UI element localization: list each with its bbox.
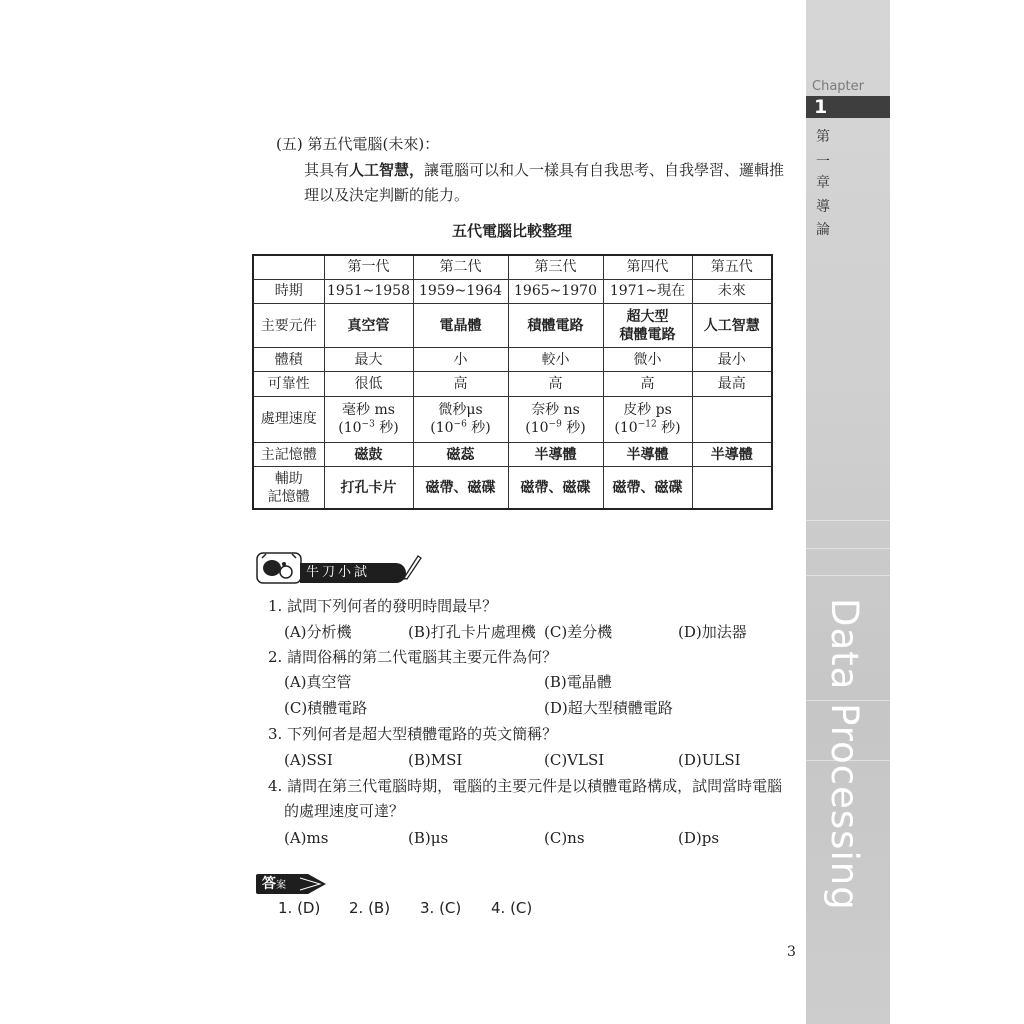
- table-header-row: [253, 255, 772, 279]
- table-header-cell: 第四代: [603, 255, 692, 279]
- row-label: 體積: [253, 348, 324, 372]
- option: (D)ULSI: [678, 751, 741, 769]
- table-header-cell: 第三代: [508, 255, 603, 279]
- table-cell: 微秒μs ($10^{-6}$ 秒): [413, 396, 508, 442]
- option: (A)SSI: [284, 751, 333, 769]
- answer-item: 4. (C): [491, 899, 533, 917]
- answer-label: 答案: [262, 876, 286, 892]
- table-cell: 人工智慧: [692, 303, 772, 347]
- option: (B)MSI: [408, 751, 463, 769]
- table-header-cell: [253, 255, 324, 279]
- table-cell: 高: [508, 372, 603, 396]
- table-cell: 皮秒 ps ($10^{-12}$ 秒): [603, 396, 692, 442]
- table-cell: 小: [413, 348, 508, 372]
- question-1: 1. 試問下列何者的發明時間最早？: [268, 597, 498, 615]
- option: (D)加法器: [678, 623, 747, 641]
- row-label: 輔助 記憶體: [253, 467, 324, 509]
- table-cell: 半導體: [603, 442, 692, 466]
- table-cell: 較小: [508, 348, 603, 372]
- quiz-banner: 牛刀小試: [300, 563, 406, 583]
- option: (A)分析機: [284, 623, 352, 641]
- table-cell: 磁鼓: [324, 442, 413, 466]
- chapter-char: 章: [816, 175, 830, 191]
- row-label: 主記憶體: [253, 442, 324, 466]
- section-paragraph-line-1: 其具有人工智慧，讓電腦可以和人一樣具有自我思考、自我學習、邏輯推: [304, 161, 785, 179]
- question-2: 2. 請問俗稱的第二代電腦其主要元件為何？: [268, 648, 558, 666]
- table-cell: 最小: [692, 348, 772, 372]
- option: (C)積體電路: [284, 699, 368, 717]
- table-header-cell: 第五代: [692, 255, 772, 279]
- row-label: 時期: [253, 279, 324, 303]
- question-4-line-2: 的處理速度可達？: [284, 802, 405, 820]
- cow-icon: [256, 552, 302, 584]
- table-cell: 1951~1958: [324, 279, 413, 303]
- table-cell: 1971~現在: [603, 279, 692, 303]
- option: (A)ms: [284, 829, 329, 847]
- table-cell: 真空管: [324, 303, 413, 347]
- option: (B)打孔卡片處理機: [408, 623, 536, 641]
- table-cell: 打孔卡片: [324, 467, 413, 509]
- chapter-char: 第: [816, 129, 830, 145]
- table-cell: 很低: [324, 372, 413, 396]
- option: (B)μs: [408, 829, 449, 847]
- option: (C)差分機: [544, 623, 613, 641]
- row-label: 可靠性: [253, 372, 324, 396]
- table-cell: 微小: [603, 348, 692, 372]
- table-cell: 最大: [324, 348, 413, 372]
- table-cell: [692, 467, 772, 509]
- row-label: 處理速度: [253, 396, 324, 442]
- table-row: [253, 303, 772, 347]
- option: (C)ns: [544, 829, 585, 847]
- table-cell: 高: [603, 372, 692, 396]
- option: (C)VLSI: [544, 751, 605, 769]
- table-cell: 半導體: [692, 442, 772, 466]
- table-cell: 半導體: [508, 442, 603, 466]
- table-cell: 高: [413, 372, 508, 396]
- table-header-cell: 第一代: [324, 255, 413, 279]
- table-row: [253, 279, 772, 303]
- table-cell: 磁帶、磁碟: [508, 467, 603, 509]
- table-row: [253, 348, 772, 372]
- chapter-char: 論: [816, 222, 830, 238]
- table-row: [253, 372, 772, 396]
- chapter-label: Chapter: [812, 79, 864, 94]
- option: (A)真空管: [284, 673, 352, 691]
- table-cell: 未來: [692, 279, 772, 303]
- option: (B)電晶體: [544, 673, 612, 691]
- table-header-cell: 第二代: [413, 255, 508, 279]
- generation-comparison-table: [252, 254, 773, 510]
- table-cell: 電晶體: [413, 303, 508, 347]
- table-cell: 毫秒 ms ($10^{-3}$ 秒): [324, 396, 413, 442]
- chapter-char: 一: [816, 154, 830, 170]
- table-title: 五代電腦比較整理: [452, 222, 573, 240]
- table-row: [253, 442, 772, 466]
- table-cell: 磁帶、磁碟: [413, 467, 508, 509]
- option: (D)ps: [678, 829, 720, 847]
- section-heading: (五) 第五代電腦(未來)：: [276, 135, 440, 153]
- table-cell: 最高: [692, 372, 772, 396]
- option: (D)超大型積體電路: [544, 699, 673, 717]
- table-row: [253, 396, 772, 442]
- table-cell: 磁帶、磁碟: [603, 467, 692, 509]
- table-cell: 奈秒 ns ($10^{-9}$ 秒): [508, 396, 603, 442]
- chapter-char: 導: [816, 199, 830, 215]
- pen-icon: [400, 552, 422, 580]
- page-number: 3: [787, 944, 796, 960]
- answer-item: 1. (D): [278, 899, 321, 917]
- question-3: 3. 下列何者是超大型積體電路的英文簡稱？: [268, 725, 558, 743]
- table-cell: 1965~1970: [508, 279, 603, 303]
- answer-item: 2. (B): [349, 899, 391, 917]
- table-cell: 超大型 積體電路: [603, 303, 692, 347]
- table-cell: 磁蕊: [413, 442, 508, 466]
- section-paragraph-line-2: 理以及決定判斷的能力。: [304, 186, 470, 204]
- answer-item: 3. (C): [420, 899, 462, 917]
- table-row: [253, 467, 772, 509]
- question-4-line-1: 4. 請問在第三代電腦時期，電腦的主要元件是以積體電路構成，試問當時電腦: [268, 777, 783, 795]
- row-label: 主要元件: [253, 303, 324, 347]
- table-cell: 積體電路: [508, 303, 603, 347]
- chapter-number: 1: [814, 96, 828, 118]
- side-title: Data Processing: [823, 598, 866, 911]
- table-cell: [692, 396, 772, 442]
- table-cell: 1959~1964: [413, 279, 508, 303]
